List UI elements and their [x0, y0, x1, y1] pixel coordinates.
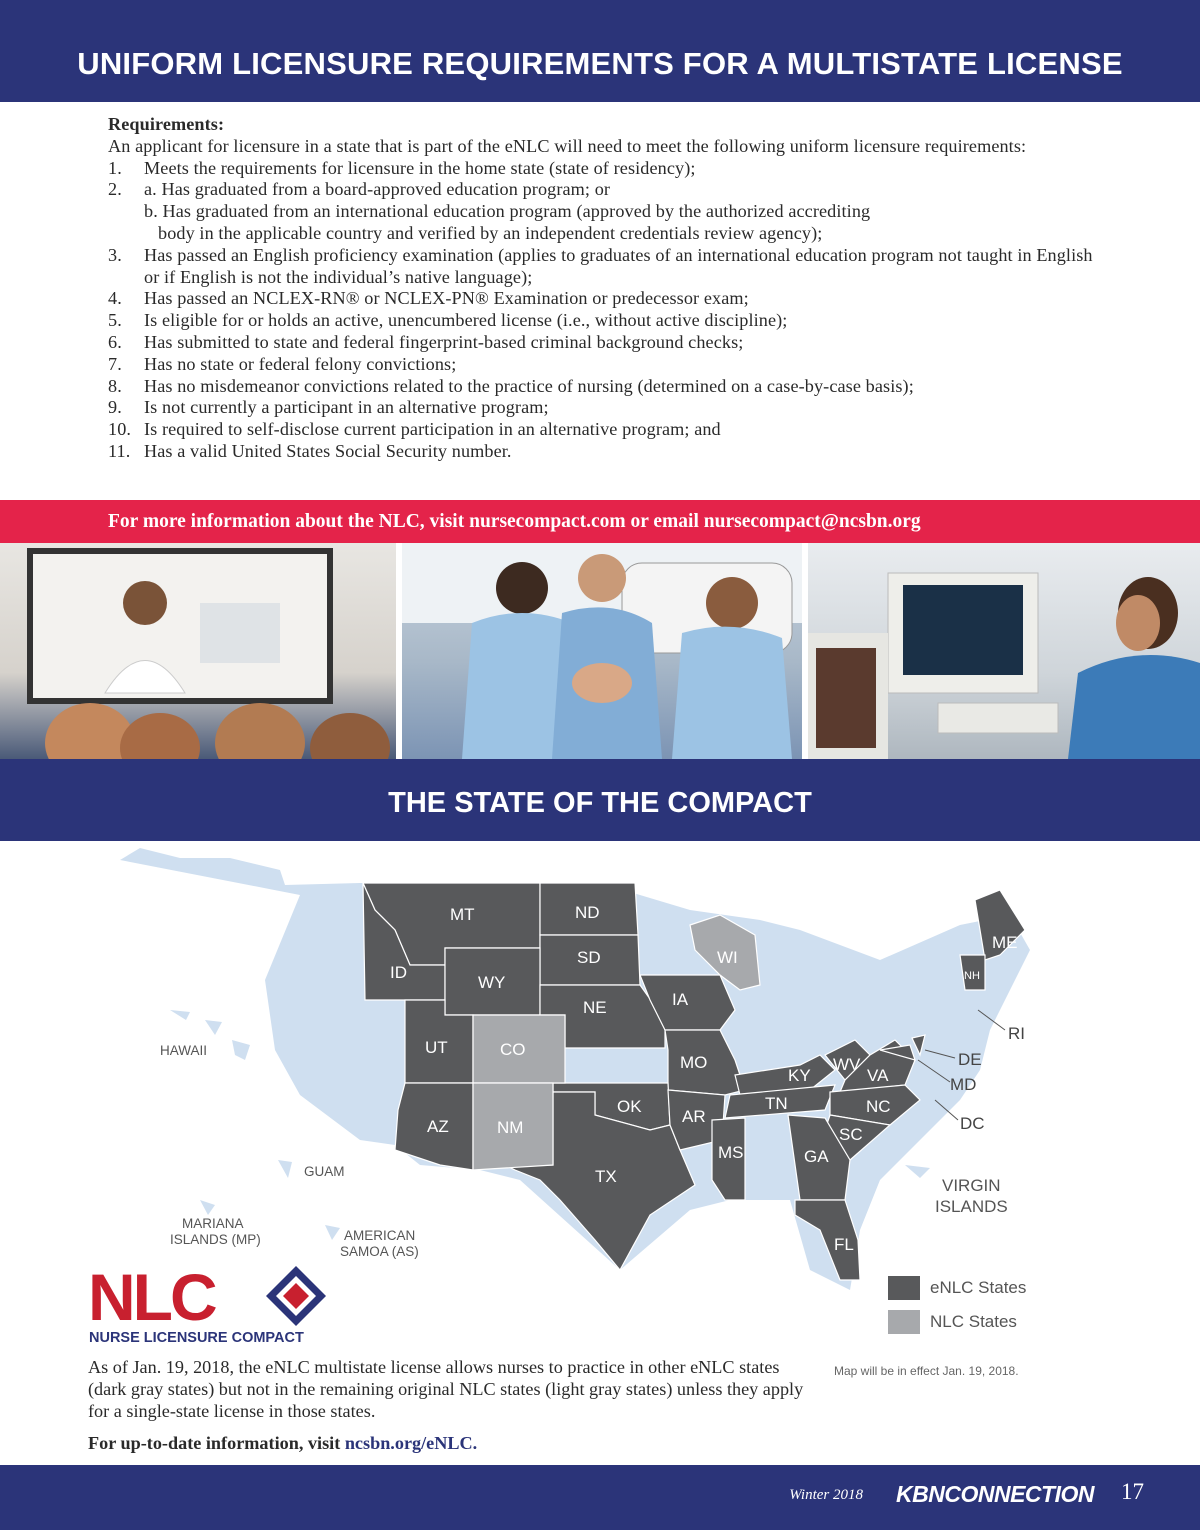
legend-enlc	[888, 1275, 1026, 1301]
label-NE: NE	[583, 998, 607, 1017]
list-item	[108, 310, 1108, 332]
page-footer	[0, 1465, 1200, 1530]
uptodate-link[interactable]: ncsbn.org/eNLC.	[344, 1433, 478, 1453]
telehealth-classroom-photo	[0, 543, 396, 759]
uptodate-line	[88, 1432, 818, 1454]
item-number: 5.	[108, 310, 122, 331]
item-text: Has a valid United States Social Security number.	[144, 440, 512, 461]
item-text: Is required to self-disclose current participation in an alternative program; and	[144, 419, 721, 440]
map-legend	[888, 1275, 1026, 1343]
label-MS: MS	[718, 1143, 744, 1162]
emergency-care-photo	[402, 543, 802, 759]
label-RI: RI	[1008, 1024, 1025, 1043]
compact-summary	[88, 1356, 818, 1454]
label-UT: UT	[425, 1038, 448, 1057]
label-FL: FL	[834, 1235, 854, 1254]
item-text: Has no misdemeanor convictions related to the practice of nursing (determined on a case-by-case basis);	[144, 375, 914, 396]
item-number: 6.	[108, 331, 122, 352]
label-samoa-2: SAMOA (AS)	[340, 1244, 419, 1259]
item-text: Is eligible for or holds an active, unencumbered license (i.e., without active discipline);	[144, 310, 788, 331]
computer-monitoring-photo	[808, 543, 1200, 759]
label-mariana-1: MARIANA	[182, 1216, 244, 1231]
label-ID: ID	[390, 963, 407, 982]
info-bar	[0, 500, 1200, 543]
list-item	[108, 179, 1108, 244]
footer-season: Winter 2018	[789, 1487, 863, 1503]
label-VA: VA	[867, 1066, 889, 1085]
item-text: Meets the requirements for licensure in the home state (state of residency);	[144, 157, 696, 178]
nlc-logo	[88, 1262, 348, 1346]
list-item	[108, 332, 1108, 354]
label-samoa-1: AMERICAN	[344, 1228, 416, 1243]
list-item	[108, 158, 1108, 180]
label-AZ: AZ	[427, 1117, 449, 1136]
label-SD: SD	[577, 948, 601, 967]
label-hawaii: HAWAII	[160, 1043, 207, 1058]
label-MD: MD	[950, 1075, 977, 1094]
item-number: 10.	[108, 419, 132, 440]
requirements-heading: Requirements:	[108, 114, 225, 134]
label-NM: NM	[497, 1118, 524, 1137]
requirements-intro: An applicant for licensure in a state that is part of the eNLC will need to meet the following uniform licensure requirements:	[108, 135, 1027, 156]
label-NH: NH	[964, 970, 980, 982]
legend-enlc-label: eNLC States	[930, 1278, 1027, 1297]
list-item	[108, 441, 1108, 463]
label-WY: WY	[478, 973, 506, 992]
item-text: Has no state or federal felony convictions;	[144, 353, 457, 374]
label-guam: GUAM	[304, 1164, 345, 1179]
legend-nlc-swatch	[888, 1310, 920, 1334]
as-of-text: As of Jan. 19, 2018, the eNLC multistate license allows nurses to practice in other eNLC states (dark gray states) but not in the remaining original NLC states (light gray states) unless they apply for a single-state license in those states.	[88, 1357, 804, 1421]
item-number: 1.	[108, 157, 122, 178]
item-number: 2.	[108, 179, 122, 200]
guam-shape	[278, 1160, 292, 1178]
list-item	[108, 354, 1108, 376]
uptodate-prefix: For up-to-date information, visit	[88, 1433, 345, 1453]
logo-subtitle: NURSE LICENSURE COMPACT	[89, 1330, 304, 1346]
list-item	[108, 419, 1108, 441]
label-mariana-2: ISLANDS (MP)	[170, 1232, 261, 1247]
list-item	[108, 397, 1108, 419]
label-NC: NC	[866, 1097, 891, 1116]
item-text: a. Has graduated from a board-approved education program; or	[144, 179, 611, 200]
logo-letters: NLC	[88, 1262, 215, 1334]
label-AR: AR	[682, 1107, 706, 1126]
map-note: Map will be in effect Jan. 19, 2018.	[834, 1364, 1019, 1378]
item-text: Has passed an English proficiency examination (applies to graduates of an international education program not taught in English or if English is not the individual’s native language);	[144, 244, 1093, 287]
legend-nlc-label: NLC States	[930, 1312, 1017, 1331]
item-text: Is not currently a participant in an alternative program;	[144, 397, 549, 418]
item-number: 8.	[108, 375, 122, 396]
requirements-section	[108, 114, 1108, 463]
label-virgin-1: VIRGIN	[942, 1176, 1001, 1195]
logo-diamond-icon	[266, 1266, 326, 1326]
label-TN: TN	[765, 1094, 788, 1113]
mariana-shape	[200, 1200, 215, 1215]
item-number: 4.	[108, 288, 122, 309]
samoa-shape	[325, 1225, 340, 1240]
item-number: 11.	[108, 440, 131, 461]
item-subtext: body in the applicable country and verified by an independent credentials review agency);	[158, 222, 823, 243]
label-ME: ME	[992, 933, 1018, 952]
label-MT: MT	[450, 905, 475, 924]
label-DE: DE	[958, 1050, 982, 1069]
info-bar-text[interactable]: For more information about the NLC, visit nursecompact.com or email nursecompact@ncsbn.org	[108, 511, 921, 532]
list-item	[108, 376, 1108, 398]
label-DC: DC	[960, 1114, 985, 1133]
footer-magazine-title: KBNCONNECTION	[896, 1481, 1094, 1507]
list-item	[108, 245, 1108, 289]
legend-enlc-swatch	[888, 1276, 920, 1300]
label-WV: WV	[833, 1055, 861, 1074]
label-SC: SC	[839, 1125, 863, 1144]
label-IA: IA	[672, 990, 689, 1009]
page-number: 17	[1121, 1479, 1144, 1504]
page-title: UNIFORM LICENSURE REQUIREMENTS FOR A MULTISTATE LICENSE	[0, 0, 1200, 102]
label-OK: OK	[617, 1097, 642, 1116]
compact-heading: THE STATE OF THE COMPACT	[0, 759, 1200, 841]
item-number: 9.	[108, 397, 122, 418]
item-text: Has submitted to state and federal fingerprint-based criminal background checks;	[144, 331, 744, 352]
label-ND: ND	[575, 903, 600, 922]
label-WI: WI	[717, 948, 738, 967]
label-KY: KY	[788, 1066, 811, 1085]
list-item	[108, 288, 1108, 310]
legend-nlc	[888, 1309, 1026, 1335]
label-GA: GA	[804, 1147, 829, 1166]
label-MO: MO	[680, 1053, 708, 1072]
label-virgin-2: ISLANDS	[935, 1197, 1008, 1216]
label-CO: CO	[500, 1040, 526, 1059]
virgin-shape	[905, 1165, 930, 1178]
label-TX: TX	[595, 1167, 617, 1186]
item-number: 3.	[108, 244, 122, 265]
item-text: Has passed an NCLEX-RN® or NCLEX-PN® Examination or predecessor exam;	[144, 288, 749, 309]
item-number: 7.	[108, 353, 122, 374]
item-subtext: b. Has graduated from an international education program (approved by the authorized accrediting	[144, 201, 871, 222]
